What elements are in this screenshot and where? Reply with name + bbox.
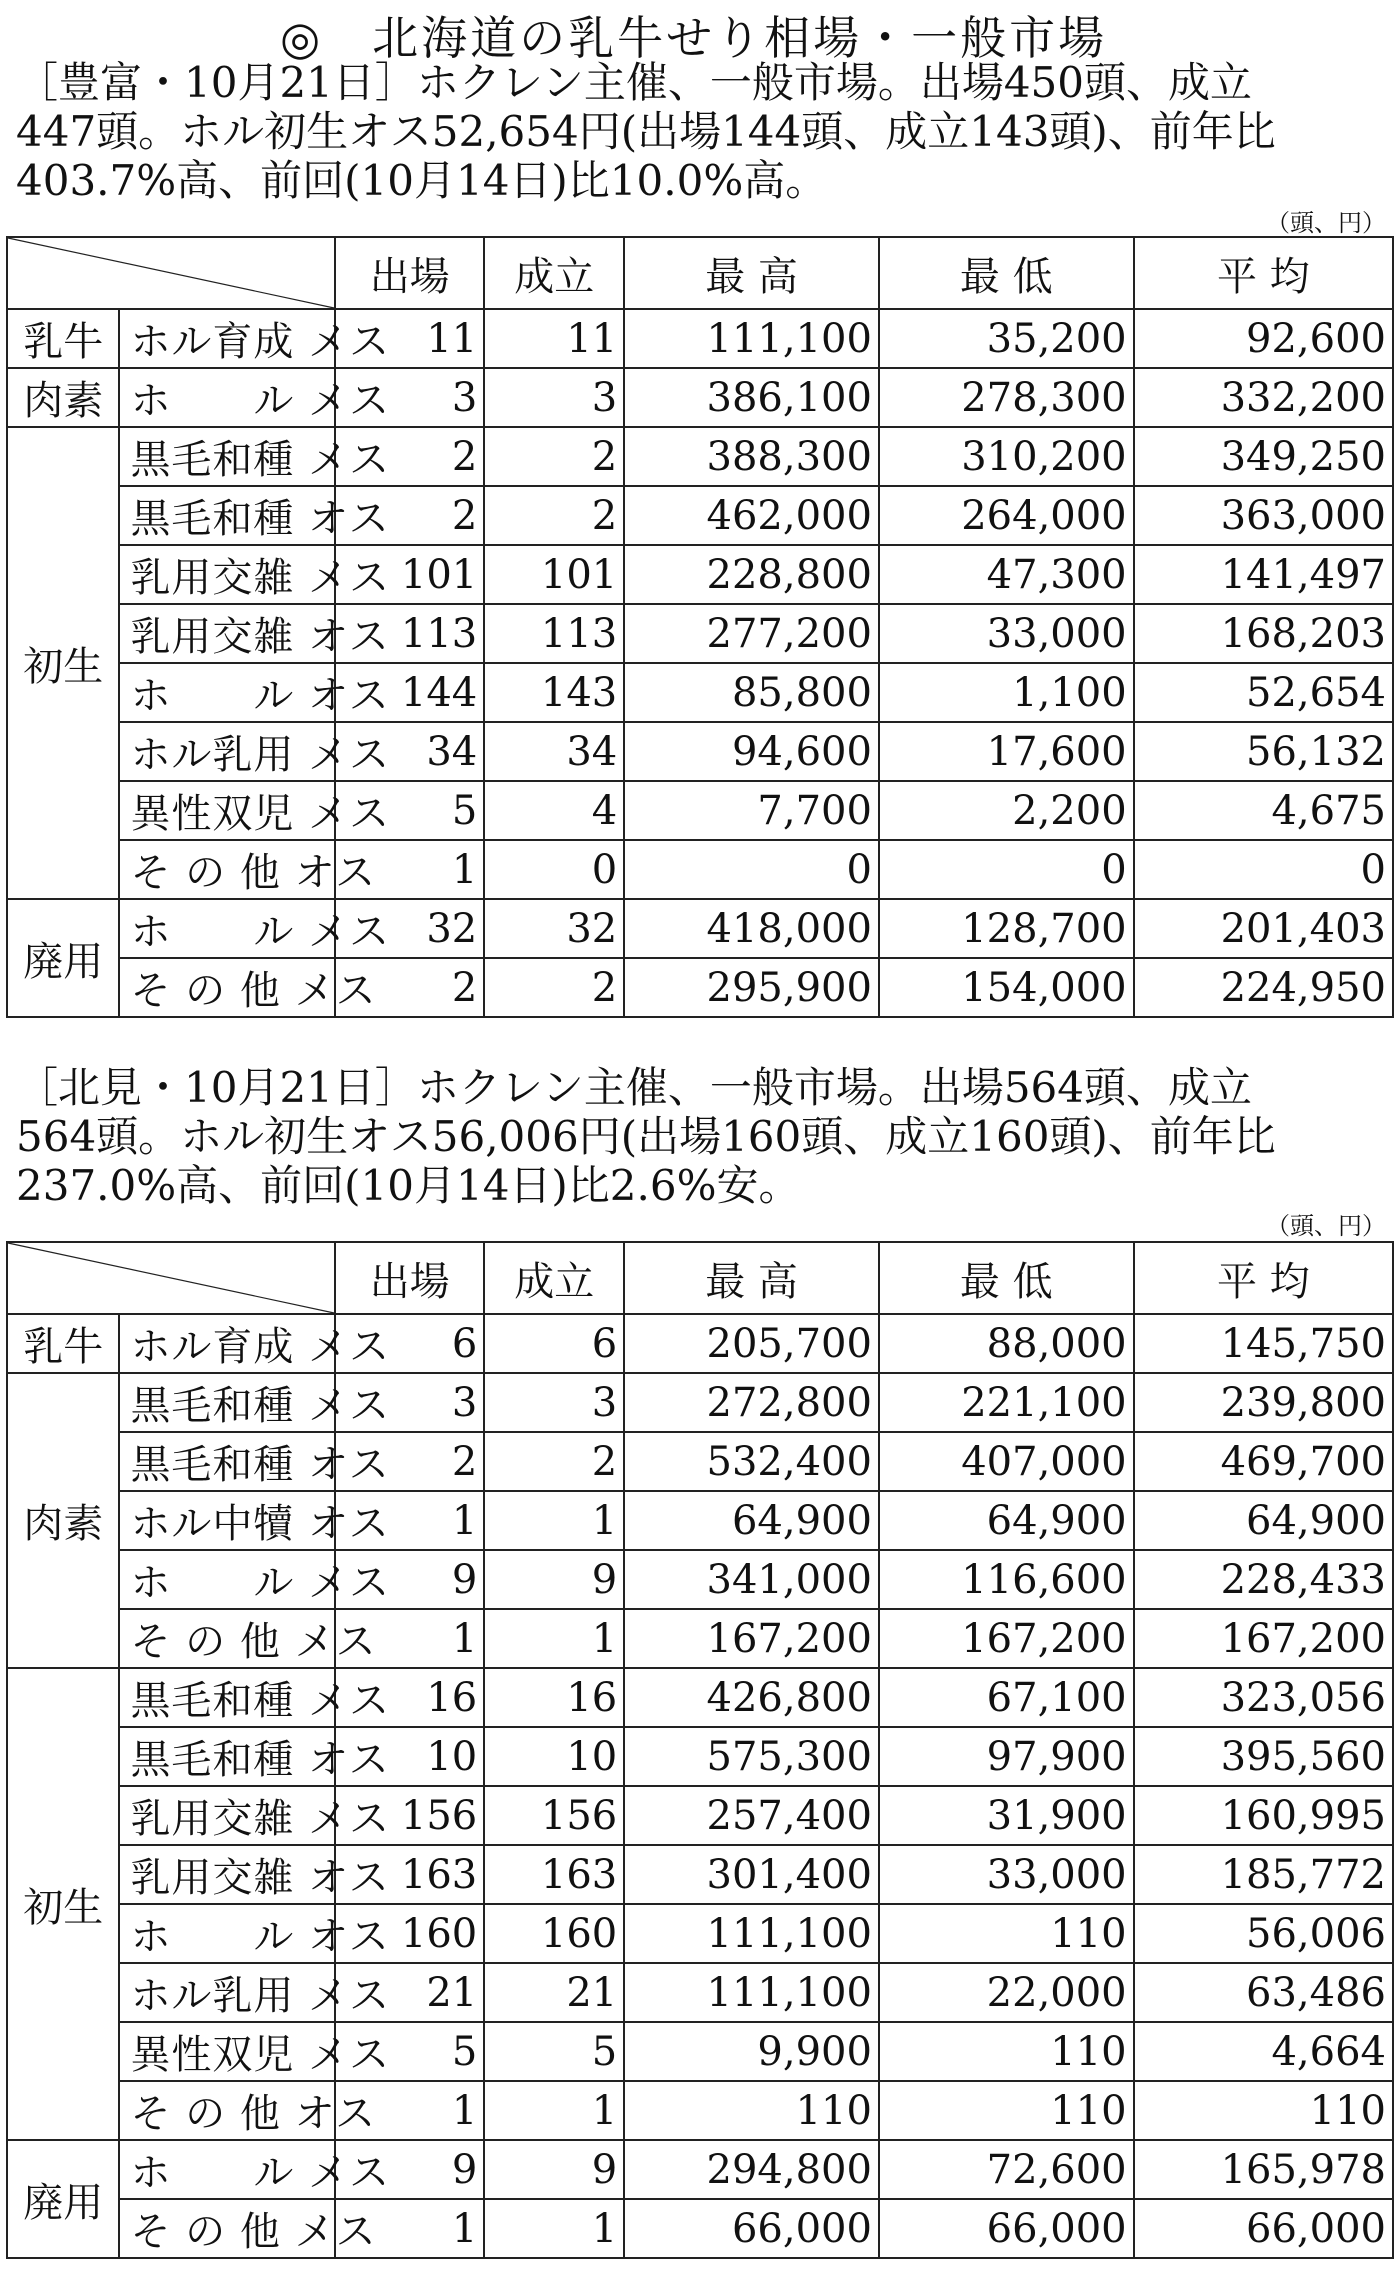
category-cell: 初生 xyxy=(7,427,119,899)
value-cell: 6 xyxy=(484,1314,624,1373)
category-cell: 肉素 xyxy=(7,368,119,427)
value-cell: 94,600 xyxy=(624,722,879,781)
item-name: ホ ル メス xyxy=(130,2150,391,2196)
item-name-cell xyxy=(119,722,391,781)
value-cell: 97,900 xyxy=(879,1727,1134,1786)
item-name-cell xyxy=(119,545,391,604)
value-cell: 4,664 xyxy=(1134,2022,1393,2081)
column-header: 最 低 xyxy=(879,237,1134,309)
item-name-cell xyxy=(119,1845,390,1904)
value-cell: 224,950 xyxy=(1134,958,1393,1017)
value-cell: 239,800 xyxy=(1134,1373,1393,1432)
item-name: 黒毛和種 メス xyxy=(130,1678,391,1724)
category-cell: 初生 xyxy=(7,1668,119,2140)
value-cell: 156 xyxy=(484,1786,624,1845)
value-cell: 145,750 xyxy=(1134,1314,1393,1373)
value-cell: 17,600 xyxy=(879,722,1134,781)
item-name: そ の 他 オス xyxy=(130,2091,377,2137)
category-cell: 肉素 xyxy=(7,1373,119,1668)
item-name-cell xyxy=(119,1373,391,1432)
value-cell: 3 xyxy=(484,1373,624,1432)
table-row xyxy=(7,840,1393,899)
value-cell: 110 xyxy=(624,2081,879,2140)
item-name-cell xyxy=(119,1963,391,2022)
item-name: ホル中犢 オス xyxy=(130,1501,390,1547)
value-cell: 154,000 xyxy=(879,958,1134,1017)
item-name: ホル乳用 メス xyxy=(130,1973,391,2019)
column-header: 平 均 xyxy=(1134,237,1393,309)
value-cell: 16 xyxy=(484,1668,624,1727)
value-cell: 228,800 xyxy=(624,545,879,604)
value-cell: 64,900 xyxy=(879,1491,1134,1550)
table-row xyxy=(7,2199,1393,2258)
table-row xyxy=(7,1432,1393,1491)
table-header-row xyxy=(7,1242,1393,1314)
value-cell: 3 xyxy=(335,368,484,427)
value-cell: 0 xyxy=(484,840,624,899)
item-name-cell xyxy=(119,1609,377,1668)
item-name: ホル乳用 メス xyxy=(130,732,391,778)
value-cell: 1 xyxy=(484,1609,624,1668)
table-row xyxy=(7,1491,1393,1550)
summary-line: 237.0%高、前回(10月14日)比2.6%安。 xyxy=(16,1161,801,1210)
item-name-cell xyxy=(119,427,391,486)
header-corner-cell xyxy=(7,237,335,309)
value-cell: 294,800 xyxy=(624,2140,879,2199)
item-name-cell xyxy=(119,1727,390,1786)
header-corner-cell xyxy=(7,1242,335,1314)
item-name-cell xyxy=(119,1491,390,1550)
item-name-cell xyxy=(119,604,390,663)
table-row xyxy=(7,309,1393,368)
table-row xyxy=(7,1609,1393,1668)
value-cell: 22,000 xyxy=(879,1963,1134,2022)
value-cell: 110 xyxy=(879,2081,1134,2140)
value-cell: 141,497 xyxy=(1134,545,1393,604)
item-name-cell xyxy=(119,958,377,1017)
value-cell: 64,900 xyxy=(1134,1491,1393,1550)
value-cell: 88,000 xyxy=(879,1314,1134,1373)
value-cell: 0 xyxy=(624,840,879,899)
table-row xyxy=(7,2022,1393,2081)
value-cell: 9 xyxy=(335,1550,484,1609)
value-cell: 72,600 xyxy=(879,2140,1134,2199)
item-name: そ の 他 メス xyxy=(130,2209,377,2255)
value-cell: 2 xyxy=(335,1432,484,1491)
table-row xyxy=(7,1786,1393,1845)
value-cell: 2 xyxy=(484,427,624,486)
value-cell: 10 xyxy=(484,1727,624,1786)
value-cell: 35,200 xyxy=(879,309,1134,368)
table-row xyxy=(7,1668,1393,1727)
value-cell: 2,200 xyxy=(879,781,1134,840)
item-name: そ の 他 メス xyxy=(130,968,377,1014)
value-cell: 462,000 xyxy=(624,486,879,545)
item-name-cell xyxy=(119,663,390,722)
value-cell: 1 xyxy=(335,840,484,899)
item-name: 黒毛和種 オス xyxy=(130,1737,390,1783)
value-cell: 32 xyxy=(335,899,484,958)
table-row xyxy=(7,1845,1393,1904)
category-cell: 乳牛 xyxy=(7,1314,119,1373)
value-cell: 66,000 xyxy=(879,2199,1134,2258)
value-cell: 9 xyxy=(484,1550,624,1609)
item-name: 異性双児 メス xyxy=(130,791,391,837)
item-name-cell xyxy=(119,2199,377,2258)
value-cell: 2 xyxy=(484,958,624,1017)
table-row xyxy=(7,781,1393,840)
item-name: 黒毛和種 メス xyxy=(130,437,391,483)
price-table-kitami xyxy=(6,1241,1394,2259)
value-cell: 167,200 xyxy=(1134,1609,1393,1668)
item-name-cell xyxy=(119,899,391,958)
value-cell: 3 xyxy=(484,368,624,427)
table-row xyxy=(7,722,1393,781)
value-cell: 185,772 xyxy=(1134,1845,1393,1904)
item-name: ホ ル メス xyxy=(130,909,391,955)
value-cell: 64,900 xyxy=(624,1491,879,1550)
value-cell: 21 xyxy=(484,1963,624,2022)
value-cell: 6 xyxy=(335,1314,484,1373)
value-cell: 1 xyxy=(484,2081,624,2140)
value-cell: 3 xyxy=(335,1373,484,1432)
value-cell: 113 xyxy=(484,604,624,663)
item-name-cell xyxy=(119,368,391,427)
value-cell: 310,200 xyxy=(879,427,1134,486)
value-cell: 111,100 xyxy=(624,1904,879,1963)
summary-line: 403.7%高、前回(10月14日)比10.0%高。 xyxy=(16,156,828,205)
table-row xyxy=(7,2140,1393,2199)
value-cell: 101 xyxy=(335,545,484,604)
value-cell: 228,433 xyxy=(1134,1550,1393,1609)
table-row xyxy=(7,427,1393,486)
column-header: 最 高 xyxy=(624,1242,879,1314)
value-cell: 11 xyxy=(484,309,624,368)
summary-line: 447頭。ホル初生オス52,654円(出場144頭、成立143頭)、前年比 xyxy=(16,107,1276,156)
table-row xyxy=(7,1550,1393,1609)
value-cell: 9 xyxy=(484,2140,624,2199)
summary-line: ［北見・10月21日］ホクレン主催、一般市場。出場564頭、成立 xyxy=(16,1063,1253,1112)
value-cell: 47,300 xyxy=(879,545,1134,604)
value-cell: 66,000 xyxy=(624,2199,879,2258)
value-cell: 111,100 xyxy=(624,309,879,368)
value-cell: 277,200 xyxy=(624,604,879,663)
value-cell: 295,900 xyxy=(624,958,879,1017)
item-name-cell xyxy=(119,1432,390,1491)
value-cell: 221,100 xyxy=(879,1373,1134,1432)
summary-line: 564頭。ホル初生オス56,006円(出場160頭、成立160頭)、前年比 xyxy=(16,1112,1276,1161)
value-cell: 257,400 xyxy=(624,1786,879,1845)
value-cell: 349,250 xyxy=(1134,427,1393,486)
item-name-cell xyxy=(119,1904,390,1963)
column-header: 最 高 xyxy=(624,237,879,309)
value-cell: 66,000 xyxy=(1134,2199,1393,2258)
column-header: 出場 xyxy=(335,237,484,309)
table-row xyxy=(7,1904,1393,1963)
price-table-toyotomi xyxy=(6,236,1394,1018)
value-cell: 110 xyxy=(879,1904,1134,1963)
value-cell: 167,200 xyxy=(624,1609,879,1668)
value-cell: 34 xyxy=(335,722,484,781)
page-title: ◎ 北海道の乳牛せり相場・一般市場 xyxy=(280,11,1108,65)
value-cell: 1 xyxy=(484,2199,624,2258)
table-row xyxy=(7,604,1393,663)
value-cell: 264,000 xyxy=(879,486,1134,545)
value-cell: 34 xyxy=(484,722,624,781)
market-summary-toyotomi xyxy=(16,58,1388,205)
value-cell: 163 xyxy=(484,1845,624,1904)
value-cell: 575,300 xyxy=(624,1727,879,1786)
value-cell: 301,400 xyxy=(624,1845,879,1904)
value-cell: 469,700 xyxy=(1134,1432,1393,1491)
table-row xyxy=(7,1373,1393,1432)
value-cell: 11 xyxy=(335,309,484,368)
value-cell: 33,000 xyxy=(879,1845,1134,1904)
value-cell: 205,700 xyxy=(624,1314,879,1373)
item-name-cell xyxy=(119,2081,377,2140)
value-cell: 1 xyxy=(484,1491,624,1550)
value-cell: 56,132 xyxy=(1134,722,1393,781)
market-summary-kitami xyxy=(16,1063,1388,1210)
value-cell: 32 xyxy=(484,899,624,958)
value-cell: 7,700 xyxy=(624,781,879,840)
table-row xyxy=(7,545,1393,604)
value-cell: 33,000 xyxy=(879,604,1134,663)
value-cell: 113 xyxy=(335,604,484,663)
value-cell: 332,200 xyxy=(1134,368,1393,427)
value-cell: 1 xyxy=(335,1609,484,1668)
table-row xyxy=(7,1727,1393,1786)
table-row xyxy=(7,2081,1393,2140)
value-cell: 1 xyxy=(335,2081,484,2140)
value-cell: 101 xyxy=(484,545,624,604)
value-cell: 9 xyxy=(335,2140,484,2199)
value-cell: 272,800 xyxy=(624,1373,879,1432)
summary-line: ［豊富・10月21日］ホクレン主催、一般市場。出場450頭、成立 xyxy=(16,58,1253,107)
value-cell: 1,100 xyxy=(879,663,1134,722)
item-name-cell xyxy=(119,781,391,840)
item-name: 乳用交雑 メス xyxy=(130,1796,391,1842)
value-cell: 56,006 xyxy=(1134,1904,1393,1963)
value-cell: 167,200 xyxy=(879,1609,1134,1668)
value-cell: 110 xyxy=(1134,2081,1393,2140)
item-name-cell xyxy=(119,1550,391,1609)
column-header: 平 均 xyxy=(1134,1242,1393,1314)
value-cell: 110 xyxy=(879,2022,1134,2081)
category-cell: 廃用 xyxy=(7,899,119,1017)
item-name: 黒毛和種 メス xyxy=(130,1383,391,1429)
value-cell: 116,600 xyxy=(879,1550,1134,1609)
table-row xyxy=(7,486,1393,545)
value-cell: 1 xyxy=(335,2199,484,2258)
item-name: ホ ル オス xyxy=(130,1914,390,1960)
value-cell: 1 xyxy=(335,1491,484,1550)
value-cell: 278,300 xyxy=(879,368,1134,427)
value-cell: 63,486 xyxy=(1134,1963,1393,2022)
value-cell: 16 xyxy=(335,1668,484,1727)
value-cell: 532,400 xyxy=(624,1432,879,1491)
value-cell: 418,000 xyxy=(624,899,879,958)
item-name-cell xyxy=(119,2022,391,2081)
column-header: 成立 xyxy=(484,1242,624,1314)
table-row xyxy=(7,1963,1393,2022)
value-cell: 52,654 xyxy=(1134,663,1393,722)
item-name-cell xyxy=(119,840,377,899)
category-cell: 廃用 xyxy=(7,2140,119,2258)
item-name-cell xyxy=(119,1786,391,1845)
value-cell: 5 xyxy=(484,2022,624,2081)
table-row xyxy=(7,368,1393,427)
item-name-cell xyxy=(119,1314,391,1373)
value-cell: 165,978 xyxy=(1134,2140,1393,2199)
value-cell: 156 xyxy=(335,1786,484,1845)
value-cell: 5 xyxy=(335,2022,484,2081)
table-row xyxy=(7,1314,1393,1373)
value-cell: 5 xyxy=(335,781,484,840)
value-cell: 31,900 xyxy=(879,1786,1134,1845)
item-name-cell xyxy=(119,309,391,368)
unit-label: （頭、円） xyxy=(1266,209,1386,237)
value-cell: 9,900 xyxy=(624,2022,879,2081)
value-cell: 160 xyxy=(484,1904,624,1963)
table-row xyxy=(7,958,1393,1017)
value-cell: 143 xyxy=(484,663,624,722)
value-cell: 2 xyxy=(484,1432,624,1491)
value-cell: 128,700 xyxy=(879,899,1134,958)
item-name: 乳用交雑 オス xyxy=(130,614,390,660)
item-name: ホ ル オス xyxy=(130,673,390,719)
item-name: そ の 他 オス xyxy=(130,850,377,896)
value-cell: 92,600 xyxy=(1134,309,1393,368)
item-name: 乳用交雑 オス xyxy=(130,1855,390,1901)
value-cell: 160,995 xyxy=(1134,1786,1393,1845)
value-cell: 386,100 xyxy=(624,368,879,427)
value-cell: 0 xyxy=(879,840,1134,899)
value-cell: 4,675 xyxy=(1134,781,1393,840)
value-cell: 363,000 xyxy=(1134,486,1393,545)
value-cell: 395,560 xyxy=(1134,1727,1393,1786)
item-name: そ の 他 メス xyxy=(130,1619,377,1665)
value-cell: 85,800 xyxy=(624,663,879,722)
value-cell: 0 xyxy=(1134,840,1393,899)
value-cell: 67,100 xyxy=(879,1668,1134,1727)
value-cell: 2 xyxy=(335,486,484,545)
value-cell: 111,100 xyxy=(624,1963,879,2022)
diagonal-line xyxy=(8,238,334,308)
item-name: ホ ル メス xyxy=(130,378,391,424)
value-cell: 10 xyxy=(335,1727,484,1786)
value-cell: 144 xyxy=(335,663,484,722)
unit-label: （頭、円） xyxy=(1266,1212,1386,1240)
item-name-cell xyxy=(119,1668,391,1727)
value-cell: 201,403 xyxy=(1134,899,1393,958)
item-name: ホル育成 メス xyxy=(130,319,391,365)
value-cell: 160 xyxy=(335,1904,484,1963)
value-cell: 163 xyxy=(335,1845,484,1904)
value-cell: 426,800 xyxy=(624,1668,879,1727)
value-cell: 168,203 xyxy=(1134,604,1393,663)
table-row xyxy=(7,663,1393,722)
column-header: 出場 xyxy=(335,1242,484,1314)
item-name: ホル育成 メス xyxy=(130,1324,391,1370)
item-name: 黒毛和種 オス xyxy=(130,1442,390,1488)
value-cell: 323,056 xyxy=(1134,1668,1393,1727)
item-name-cell xyxy=(119,2140,391,2199)
item-name-cell xyxy=(119,486,390,545)
value-cell: 388,300 xyxy=(624,427,879,486)
value-cell: 407,000 xyxy=(879,1432,1134,1491)
item-name: 黒毛和種 オス xyxy=(130,496,390,542)
table-row xyxy=(7,899,1393,958)
value-cell: 4 xyxy=(484,781,624,840)
value-cell: 2 xyxy=(484,486,624,545)
column-header: 成立 xyxy=(484,237,624,309)
diagonal-line xyxy=(8,1243,334,1313)
value-cell: 21 xyxy=(335,1963,484,2022)
value-cell: 341,000 xyxy=(624,1550,879,1609)
value-cell: 2 xyxy=(335,427,484,486)
item-name: 異性双児 メス xyxy=(130,2032,391,2078)
item-name: ホ ル メス xyxy=(130,1560,391,1606)
category-cell: 乳牛 xyxy=(7,309,119,368)
item-name: 乳用交雑 メス xyxy=(130,555,391,601)
table-header-row xyxy=(7,237,1393,309)
column-header: 最 低 xyxy=(879,1242,1134,1314)
value-cell: 2 xyxy=(335,958,484,1017)
